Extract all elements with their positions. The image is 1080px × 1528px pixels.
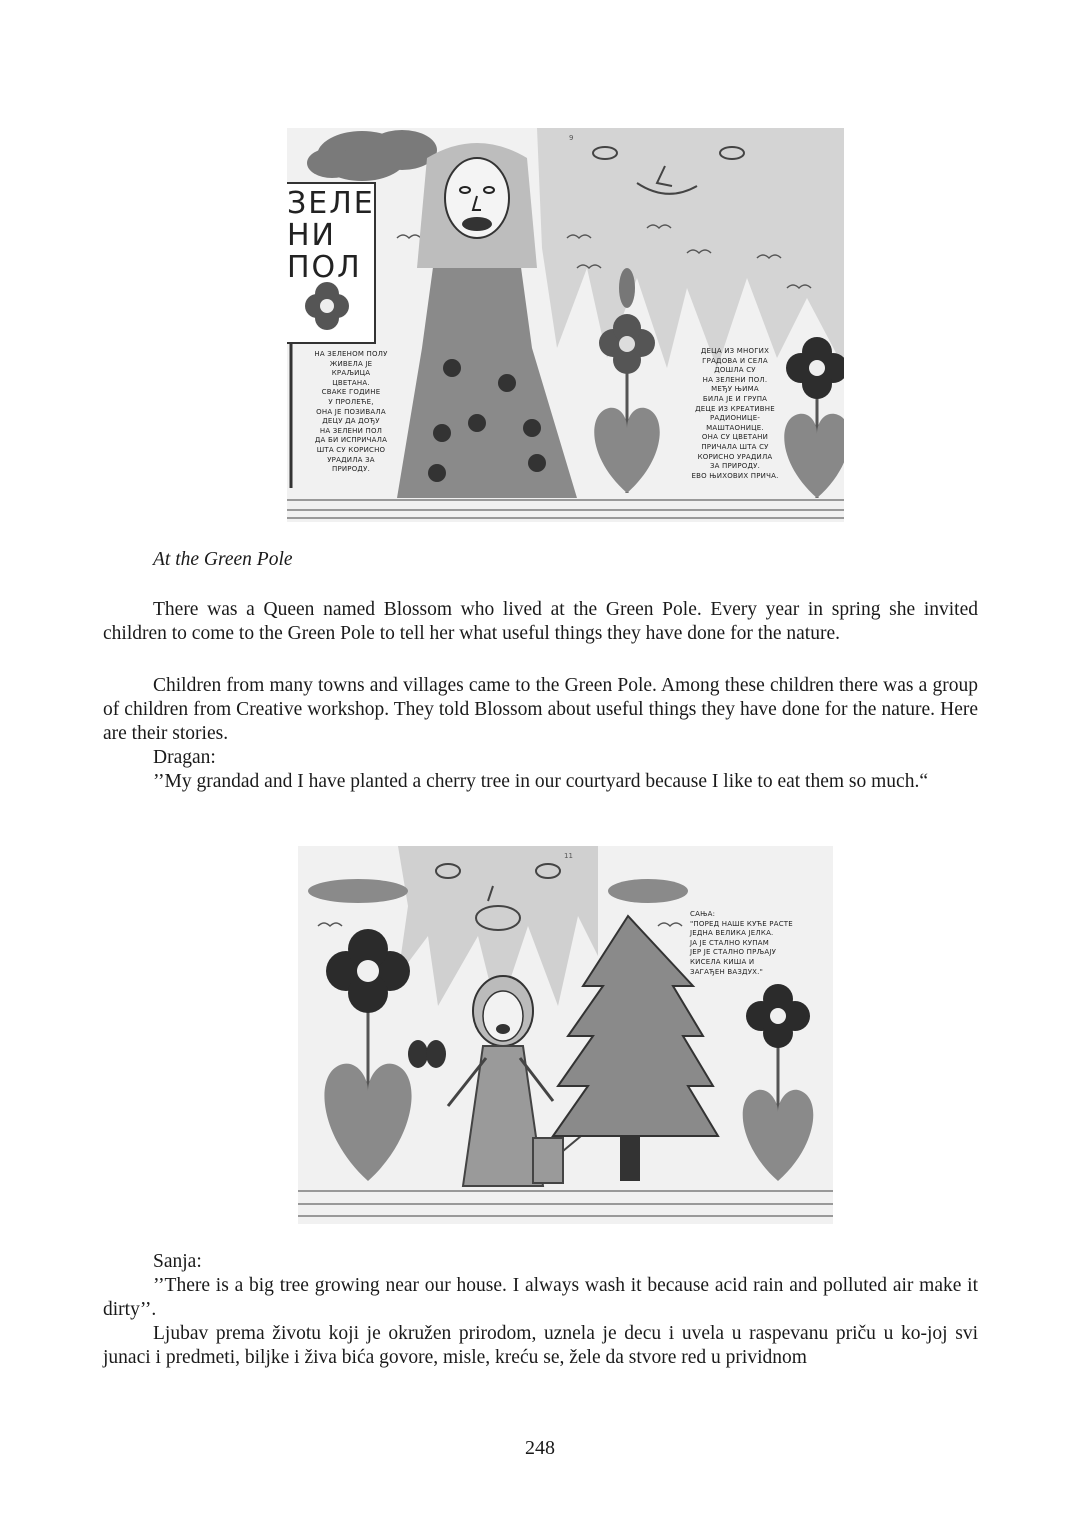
paragraph-6: ’’There is a big tree growing near our house. I always wash it because acid rain and polluted air make it dirty’’. xyxy=(103,1275,978,1320)
ground xyxy=(298,1191,833,1216)
figure-page-number: 9 xyxy=(569,134,574,142)
paragraph-4: ’’My grandad and I have planted a cherry tree in our courtyard because I like to eat them so much.“ xyxy=(153,771,928,792)
figure2-caption-right: САЊА: "ПОРЕД НАШЕ КУЋЕ РАСТЕ ЈЕДНА ВЕЛИКА ЈЕЛКА. ЈА ЈЕ СТАЛНО КУПАМ ЈЕР ЈЕ СТАЛНО ПРЉАЈУ КИСЕЛА КИША И ЗАГАЂЕН ВАЗДУХ." xyxy=(690,910,793,976)
page-number: 248 xyxy=(525,1437,555,1459)
illustration-queen-blossom xyxy=(287,128,844,522)
paragraph-5: Sanja: xyxy=(153,1251,202,1272)
figure1-caption-right: ДЕЦА ИЗ МНОГИХ ГРАДОВА И СЕЛА ДОШЛА СУ НА ЗЕЛЕНИ ПОЛ. МЕЂУ ЊИМА БИЛА ЈЕ И ГРУПА ДЕЦЕ ИЗ КРЕАТИВНЕ РАДИОНИЦЕ- МАШТАОНИЦЕ. ОНА СУ ЦВЕТАНИ ПРИЧАЛА ШТА СУ КОРИСНО УРАДИЛА ЗА ПРИРОДУ. ЕВО ЊИХОВИХ ПРИЧА. xyxy=(691,347,779,480)
cloud xyxy=(307,130,437,181)
sign-text: ЗЕЛЕ НИ ПОЛ xyxy=(287,186,375,285)
paragraph-7: Ljubav prema životu koji je okružen prirodom, uznela je decu i uvela u raspevanu priču u ko-joj svi junaci i predmeti, biljke i živa bića govore, misle, kreću se, žele da stvore red u prividnom xyxy=(103,1323,978,1368)
sanja-drawing-art xyxy=(298,846,833,1224)
paragraph-2: Children from many towns and villages came to the Green Pole. Among these children there was a group of children from Creative workshop. They told Blossom about useful things they have done for the nature. Here are their stories. xyxy=(103,675,978,744)
illustration-sanja-tree xyxy=(298,846,833,1224)
figure-page-number: 11 xyxy=(564,852,573,860)
story-heading: At the Green Pole xyxy=(153,549,293,570)
sun-shape xyxy=(537,128,844,368)
ground xyxy=(287,500,844,518)
right-heart-flower xyxy=(743,984,814,1181)
paragraph-1: There was a Queen named Blossom who lived at the Green Pole. Every year in spring she invited children to come to the Green Pole to tell her what useful things they have done for the nature. xyxy=(103,599,978,644)
queen-mouth xyxy=(462,217,492,231)
paragraph-3: Dragan: xyxy=(153,747,216,768)
left-heart-flower xyxy=(324,929,411,1181)
figure1-caption-left: НА ЗЕЛЕНОМ ПОЛУ ЖИВЕЛА ЈЕ КРАЉИЦА ЦВЕТАНА. СВАКЕ ГОДИНЕ У ПРОЛЕЋЕ, ОНА ЈЕ ПОЗИВАЛА ДЕЦУ ДА ДОЂУ НА ЗЕЛЕНИ ПОЛ ДА БИ ИСПРИЧАЛА ШТА СУ КОРИСНО УРАДИЛА ЗА ПРИРОДУ. xyxy=(314,350,388,474)
butterfly-left xyxy=(408,1040,446,1068)
